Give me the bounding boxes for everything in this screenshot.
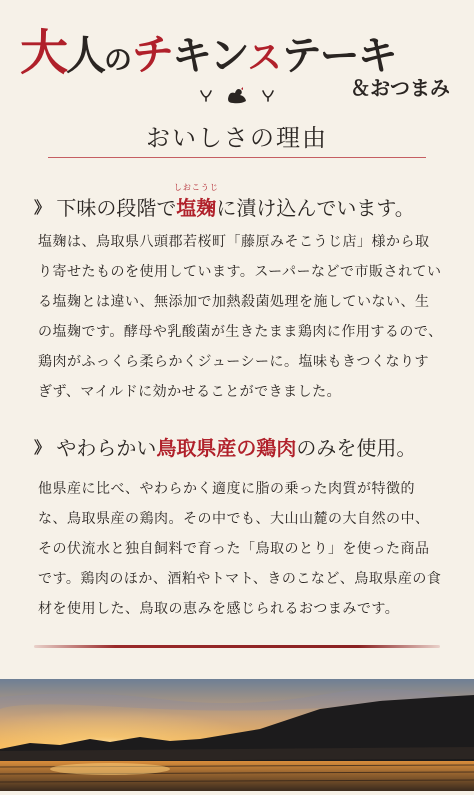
reason-2-highlight: 鳥取県産の鶏肉 [156, 436, 297, 460]
reason-2-text-before: やわらかい [56, 436, 157, 460]
arrow-bullet-icon: 》 [34, 438, 51, 457]
reason-2-body: 他県産に比べ、やわらかく適度に脂の乗った肉質が特徴的な、鳥取県産の鶏肉。その中でも、大山山麓の大自然の中、その伏流水と独自飼料で育った「鳥取のとり」を使った商品です。鶏肉のほか、酒粕やトマト、きのこなど、鳥取県産の食材を使用した、鳥取の恵みを感じられるおつまみです。 [38, 481, 442, 617]
title-char-2: 人 [66, 32, 105, 79]
reason-1-heading [34, 183, 415, 221]
reason-1-text-after: に漬け込んでいます。 [216, 196, 415, 220]
bottom-divider [34, 645, 440, 648]
reason-2-heading [34, 432, 416, 461]
title-char-4: チ [132, 30, 173, 79]
title-subtitle: ＆おつまみ [350, 76, 450, 100]
reason-1-ruby: しおこうじ [173, 183, 219, 192]
title-char-1: 大 [20, 25, 67, 81]
section-heading: おいしさの理由 [146, 124, 328, 152]
title-block [20, 14, 460, 100]
reason-2-text-after: のみを使用。 [296, 436, 417, 460]
reason-1-highlight-wrap [173, 183, 219, 221]
chicken-ornament-icon [197, 85, 277, 107]
title-char-5: キン [172, 32, 248, 79]
reason-1-body: 塩麹は、鳥取県八頭郡若桜町「藤原みそこうじ店」様から取り寄せたものを使用しています。スーパーなどで市販されている塩麹とは違い、無添加で加熱殺菌処理を施していない、生の塩麹です。酵母や乳酸菌が生きたまま鶏肉に作用するので、鶏肉がふっくら柔らかくジューシーに。塩味もきつくなりすぎず、マイルドに効かせることができました。 [38, 234, 443, 400]
title-char-6: ス [247, 38, 282, 78]
heading-divider [48, 157, 426, 158]
page-title [20, 14, 396, 83]
title-char-3: の [104, 43, 133, 76]
reason-1-highlight: 塩麹 [176, 196, 217, 220]
arrow-bullet-icon: 》 [34, 198, 51, 217]
sunset-photo [0, 679, 474, 791]
title-char-7: テーキ [281, 32, 396, 79]
reason-1-text-before: 下味の段階で [56, 196, 177, 220]
